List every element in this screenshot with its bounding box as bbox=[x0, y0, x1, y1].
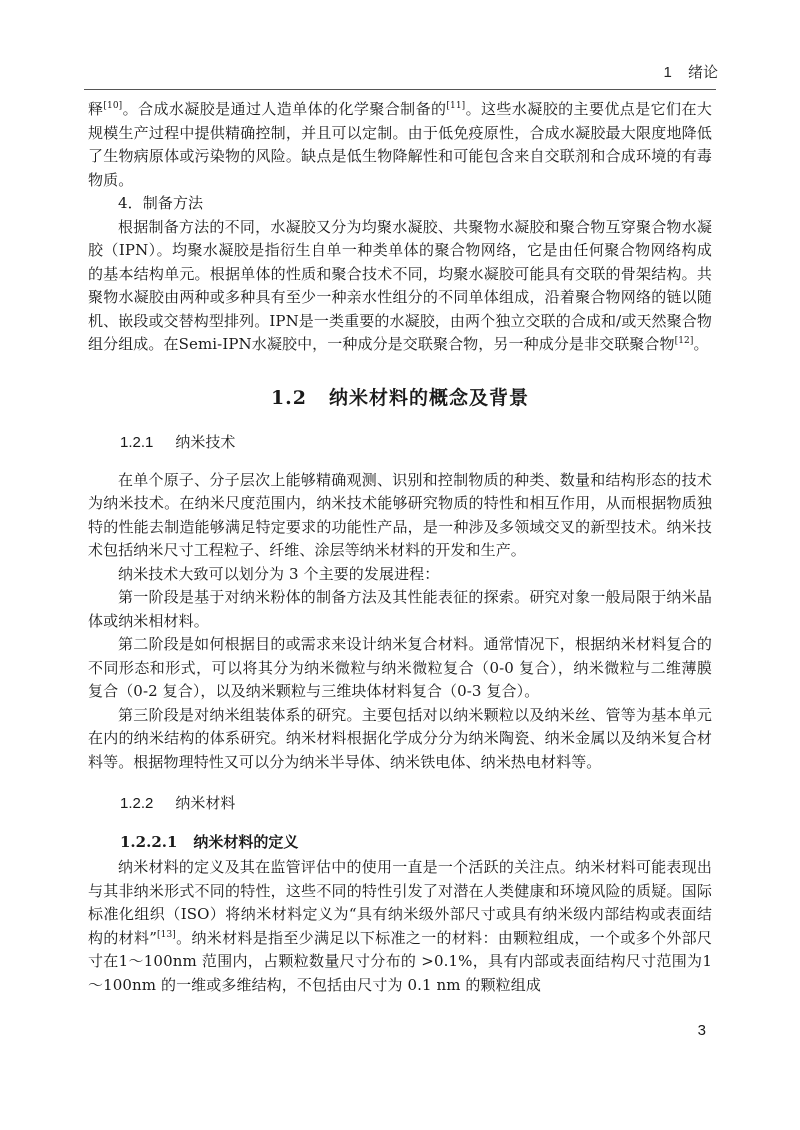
citation: [10] bbox=[103, 101, 123, 111]
header-rule bbox=[84, 89, 716, 90]
subsection-title-nanotech: 1.2.1 纳米技术 bbox=[120, 433, 236, 451]
running-header bbox=[663, 61, 718, 82]
paragraph-nanotech-def: 在单个原子、分子层次上能够精确观测、识别和控制物质的种类、数量和结构形态的技术为纳米技术。在纳米尺度范围内，纳米技术能够研究物质的特性和相互作用，从而根据物质独特的性能去制造能够满足特定要求的功能性产品，是一种涉及多领域交叉的新型技术。纳米技术包括纳米尺寸工程粒子、纤维、涂层等纳米材料的开发和生产。 bbox=[88, 470, 712, 559]
chapter-number: 1 bbox=[663, 64, 672, 81]
list-heading-preparation: 4．制备方法 bbox=[118, 194, 204, 212]
paragraph-stages-intro: 纳米技术大致可以划分为 3 个主要的发展进程： bbox=[118, 564, 440, 583]
citation: [11] bbox=[446, 101, 466, 111]
subsection-title-nanomaterials: 1.2.2 纳米材料 bbox=[120, 795, 236, 812]
paragraph-stage-three: 第三阶段是对纳米组装体系的研究。主要包括对以纳米颗粒以及纳米丝、管等为基本单元在内的纳米结构的体系研究。纳米材料根据化学成分分为纳米陶瓷、纳米金属以及纳米复合材料等。根据物理特性又可以分为纳米半导体、纳米铁电体、纳米热电材料等。 bbox=[88, 705, 712, 771]
section-title: 1.2 纳米材料的概念及背景 bbox=[270, 386, 530, 409]
citation: [13] bbox=[157, 929, 176, 940]
subsubsection-title-definition: 1.2.2.1 纳米材料的定义 bbox=[120, 833, 299, 851]
chapter-title: 绪论 bbox=[687, 64, 718, 81]
body-text bbox=[88, 98, 712, 997]
page-number: 3 bbox=[697, 1022, 706, 1039]
paragraph-preparation-methods: 根据制备方法的不同，水凝胶又分为均聚水凝胶、共聚物水凝胶和聚合物互穿聚合物水凝胶（IPN）。均聚水凝胶是指衍生自单一种类单体的聚合物网络，它是由任何聚合物网络构成的基本结构单元。根据单体的性质和聚合技术不同，均聚水凝胶可能具有交联的骨架结构。共聚物水凝胶由两种或多种具有至少一种亲水性组分的不同单体组成，沿着聚合物网络的链以随机、嵌段或交替构型排列。IPN是一类重要的水凝胶，由两个独立交联的合成和/或天然聚合物组分组成。在Semi-IPN水凝胶中，一种成分是交联聚合物，另一种成分是非交联聚合物[12]。 bbox=[88, 217, 712, 353]
paragraph-stage-two: 第二阶段是如何根据目的或需求来设计纳米复合材料。通常情况下，根据纳米材料复合的不同形态和形式，可以将其分为纳米微粒与纳米微粒复合（0-0 复合），纳米微粒与二维薄膜复合（0-2 复合），以及纳米颗粒与三维块体材料复合（0-3 复合）。 bbox=[88, 635, 712, 700]
paragraph-stage-one: 第一阶段是基于对纳米粉体的制备方法及其性能表征的探索。研究对象一般局限于纳米晶体或纳米相材料。 bbox=[88, 588, 712, 630]
paragraph-nanomaterial-definition: 纳米材料的定义及其在监管评估中的使用一直是一个活跃的关注点。纳米材料可能表现出与其非纳米形式不同的特性，这些不同的特性引发了对潜在人类健康和环境风险的质疑。国际标准化组织（ISO）将纳米材料定义为“具有纳米级外部尺寸或具有纳米级内部结构或表面结构的材料”[13]。纳米材料是指至少满足以下标准之一的材料：由颗粒组成，一个或多个外部尺寸在1～100nm 范围内，占颗粒数量尺寸分布的 >0.1%，具有内部或表面结构尺寸范围为1～100nm 的一维或多维结构，不包括由尺寸为 0.1 nm 的颗粒组成 bbox=[88, 858, 712, 994]
paragraph-hydrogel-synthetic: 释[10]。合成水凝胶是通过人造单体的化学聚合制备的[11]。这些水凝胶的主要优点是它们在大规模生产过程中提供精确控制，并且可以定制。由于低免疫原性，合成水凝胶最大限度地降低了生物病原体或污染物的风险。缺点是低生物降解性和可能包含来自交联剂和合成环境的有毒物质。 bbox=[88, 100, 712, 189]
citation: [12] bbox=[674, 336, 694, 346]
